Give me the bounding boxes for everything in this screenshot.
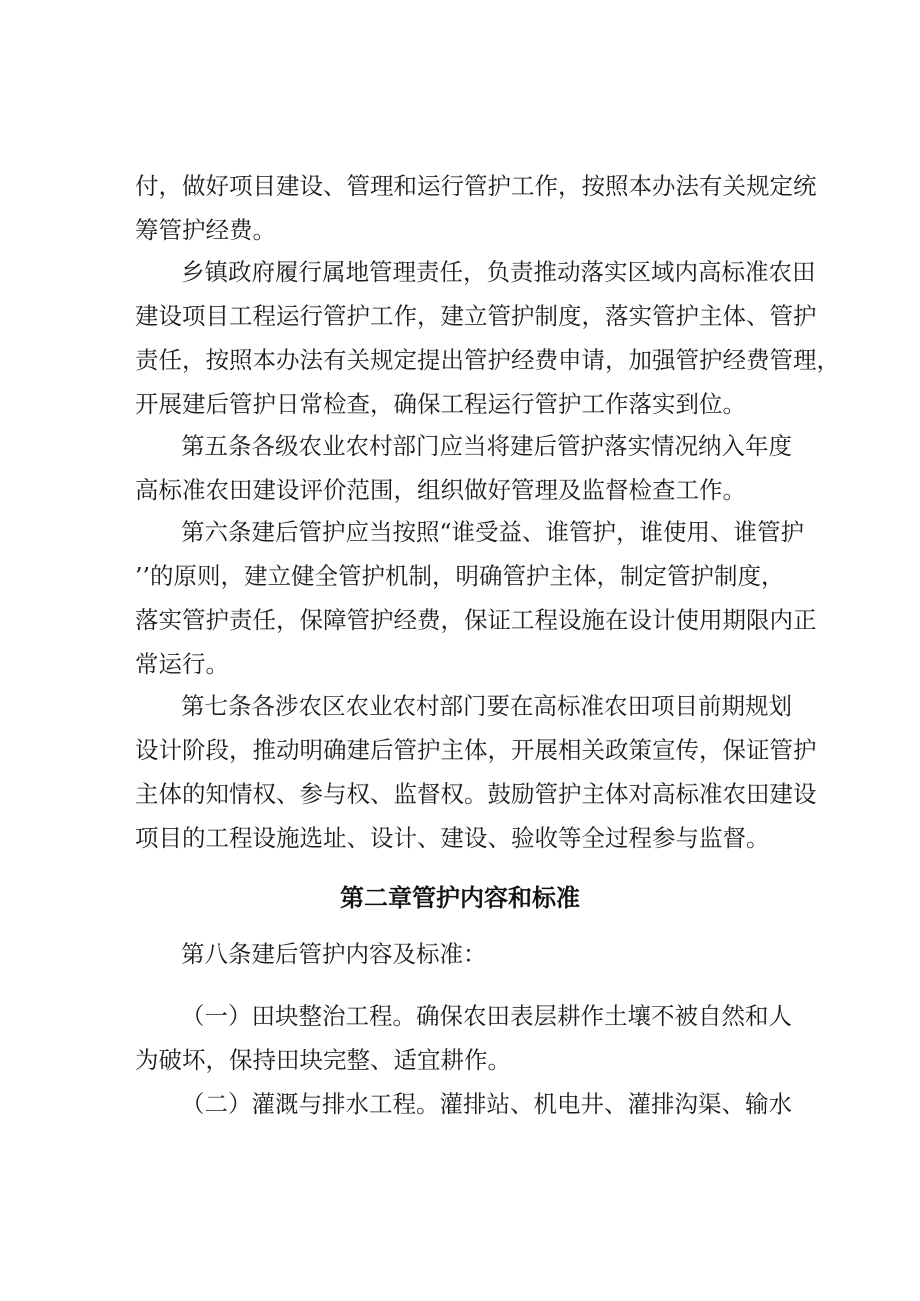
text-line: 筹管护经费。: [135, 216, 276, 244]
text-line: 设计阶段，推动明确建后管护主体，开展相关政策宣传，保证管护: [135, 736, 817, 764]
article-8-first-line: 第八条建后管护内容及标准：: [181, 940, 487, 968]
text-line: ’’的原则，建立健全管护机制，明确管护主体，制定管护制度，: [135, 562, 785, 590]
text-line: 落实管护责任，保障管护经费，保证工程设施在设计使用期限内正: [135, 606, 817, 634]
text-line: 主体的知情权、参与权、监督权。鼓励管护主体对高标准农田建设: [135, 780, 817, 808]
text-line: 项目的工程设施选址、设计、建设、验收等全过程参与监督。: [135, 824, 770, 852]
text-line: 高标准农田建设评价范围，组织做好管理及监督检查工作。: [135, 476, 746, 504]
item-1-first-line: （一）田块整治工程。确保农田表层耕作土壤不被自然和人: [181, 1002, 792, 1030]
text-line: 开展建后管护日常检查，确保工程运行管护工作落实到位。: [135, 390, 746, 418]
text-line: 责任，按照本办法有关规定提出管护经费申请，加强管护经费管理，: [135, 346, 840, 374]
article-5-first-line: 第五条各级农业农村部门应当将建后管护落实情况纳入年度: [181, 432, 792, 460]
text-line: 建设项目工程运行管护工作，建立管护制度，落实管护主体、管护: [135, 302, 817, 330]
text-line: 为破坏，保持田块完整、适宜耕作。: [135, 1046, 511, 1074]
item-2-first-line: （二）灌溉与排水工程。灌排站、机电井、灌排沟渠、输水: [181, 1090, 792, 1118]
article-7-first-line: 第七条各涉农区农业农村部门要在高标准农田项目前期规划: [181, 692, 792, 720]
text-line: 付，做好项目建设、管理和运行管护工作，按照本办法有关规定统: [135, 172, 817, 200]
article-6-first-line: 第六条建后管护应当按照“谁受益、谁管护，谁使用、谁管护: [181, 518, 805, 546]
paragraph-first-line: 乡镇政府履行属地管理责任，负责推动落实区域内高标准农田: [181, 258, 816, 286]
text-line: 常运行。: [135, 650, 229, 678]
chapter-heading: 第二章管护内容和标准: [340, 884, 580, 912]
